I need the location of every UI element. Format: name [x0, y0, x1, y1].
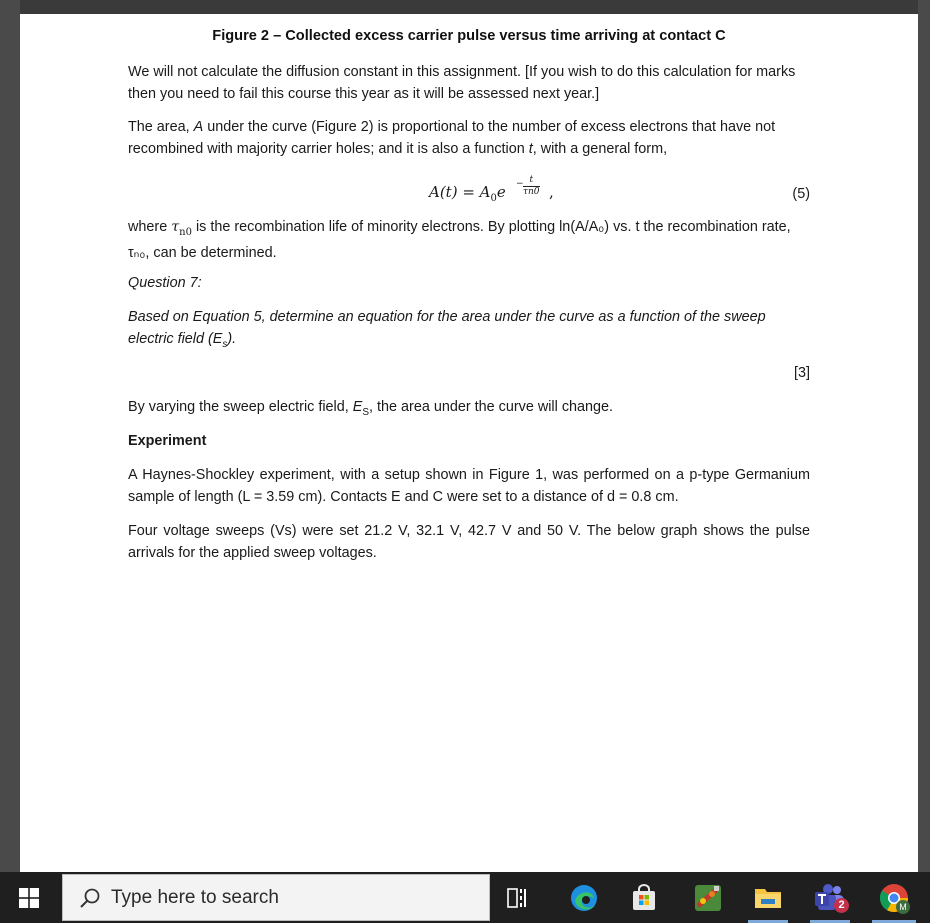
text-run: under the curve (Figure 2) is proportional to the number of excess electrons that have not recombined with majority carrier holes; and it is also a function: [128, 119, 776, 157]
subscript-s: S: [362, 406, 370, 418]
viewer-left-margin: [0, 0, 20, 872]
search-input[interactable]: [111, 883, 471, 913]
equation-number: (5): [792, 186, 810, 202]
file-explorer-icon: [753, 885, 783, 911]
paragraph-experiment: A Haynes-Shockley experiment, with a setup shown in Figure 1, was performed on a p-type Germanium sample of length (L = 3.59 cm). Contacts E and C were set to a distance of d = 0.8 cm.: [128, 467, 810, 505]
start-button[interactable]: [0, 872, 58, 923]
figure-caption: Figure 2 – Collected excess carrier pulse versus time arriving at contact C: [212, 28, 726, 44]
search-icon: [79, 887, 101, 909]
text-run: is the recombination life of minority electrons. By plotting ln(A/A₀) vs. t the recombination rate, τₙ₀, can be determined.: [128, 219, 791, 262]
text-run: , the area under the curve will change.: [369, 399, 614, 415]
paragraph-area: [128, 117, 810, 160]
paragraph-where: [128, 217, 810, 265]
tau-subscript: n0: [179, 226, 192, 238]
edge-icon: [569, 883, 599, 913]
task-view-icon: [506, 887, 530, 909]
chrome-button[interactable]: [876, 880, 912, 916]
question-label: Question 7:: [128, 275, 202, 291]
app-icon: [692, 882, 724, 914]
windows-start-icon: [19, 888, 39, 908]
variable-t: t: [528, 140, 533, 157]
paragraph-varying: [128, 397, 810, 423]
subscript-s: s: [222, 338, 228, 350]
text-run: By varying the sweep electric field,: [128, 399, 353, 415]
tau-symbol: τ: [171, 219, 180, 235]
equation-5: [128, 174, 810, 208]
text-run: The area,: [128, 119, 194, 135]
taskbar: [0, 872, 930, 923]
edge-button[interactable]: [566, 880, 602, 916]
viewer-scrollbar[interactable]: [918, 0, 930, 872]
equation-body: [429, 182, 506, 210]
equation-base: e: [496, 183, 506, 201]
variable-e: E: [352, 399, 363, 415]
marks-label: [3]: [794, 365, 810, 381]
teams-notification-badge: 2: [834, 898, 849, 913]
text-run: , with a general form,: [532, 140, 668, 157]
equation-exponent: [516, 175, 540, 197]
exponent-minus: −: [516, 179, 524, 189]
store-icon: [630, 884, 658, 912]
paragraph-sweeps: Four voltage sweeps (Vs) were set 21.2 V, 32.1 V, 42.7 V and 50 V. The below graph shows the pulse arrivals for the applied sweep voltages.: [128, 523, 810, 561]
text-run: Based on Equation 5, determine an equation for the area under the curve as a function of the sweep electric field (E: [128, 309, 766, 347]
variable-a: A: [193, 119, 204, 135]
chrome-profile-avatar: M: [896, 900, 910, 914]
teams-button[interactable]: [812, 880, 848, 916]
file-explorer-button[interactable]: [750, 880, 786, 916]
exponent-denominator: τn0: [523, 187, 540, 197]
store-button[interactable]: [626, 880, 662, 916]
paragraph-diffusion: We will not calculate the diffusion constant in this assignment. [If you wish to do this calculation for marks then you need to fail this course this year as it will be assessed next year.]: [128, 64, 796, 102]
app-button[interactable]: [690, 880, 726, 916]
question-text: [128, 307, 810, 355]
viewer-top-bar: [0, 0, 930, 14]
text-run: ).: [227, 330, 237, 347]
experiment-heading: Experiment: [128, 433, 207, 449]
document-page: [20, 14, 918, 872]
equation-comma: ,: [549, 183, 554, 201]
text-run: where: [128, 219, 172, 235]
equation-subscript: 0: [490, 193, 497, 204]
taskbar-search[interactable]: [62, 874, 490, 921]
equation-lhs: A(t) = A: [429, 183, 491, 201]
exponent-numerator: t: [529, 175, 534, 185]
task-view-button[interactable]: [500, 880, 536, 916]
